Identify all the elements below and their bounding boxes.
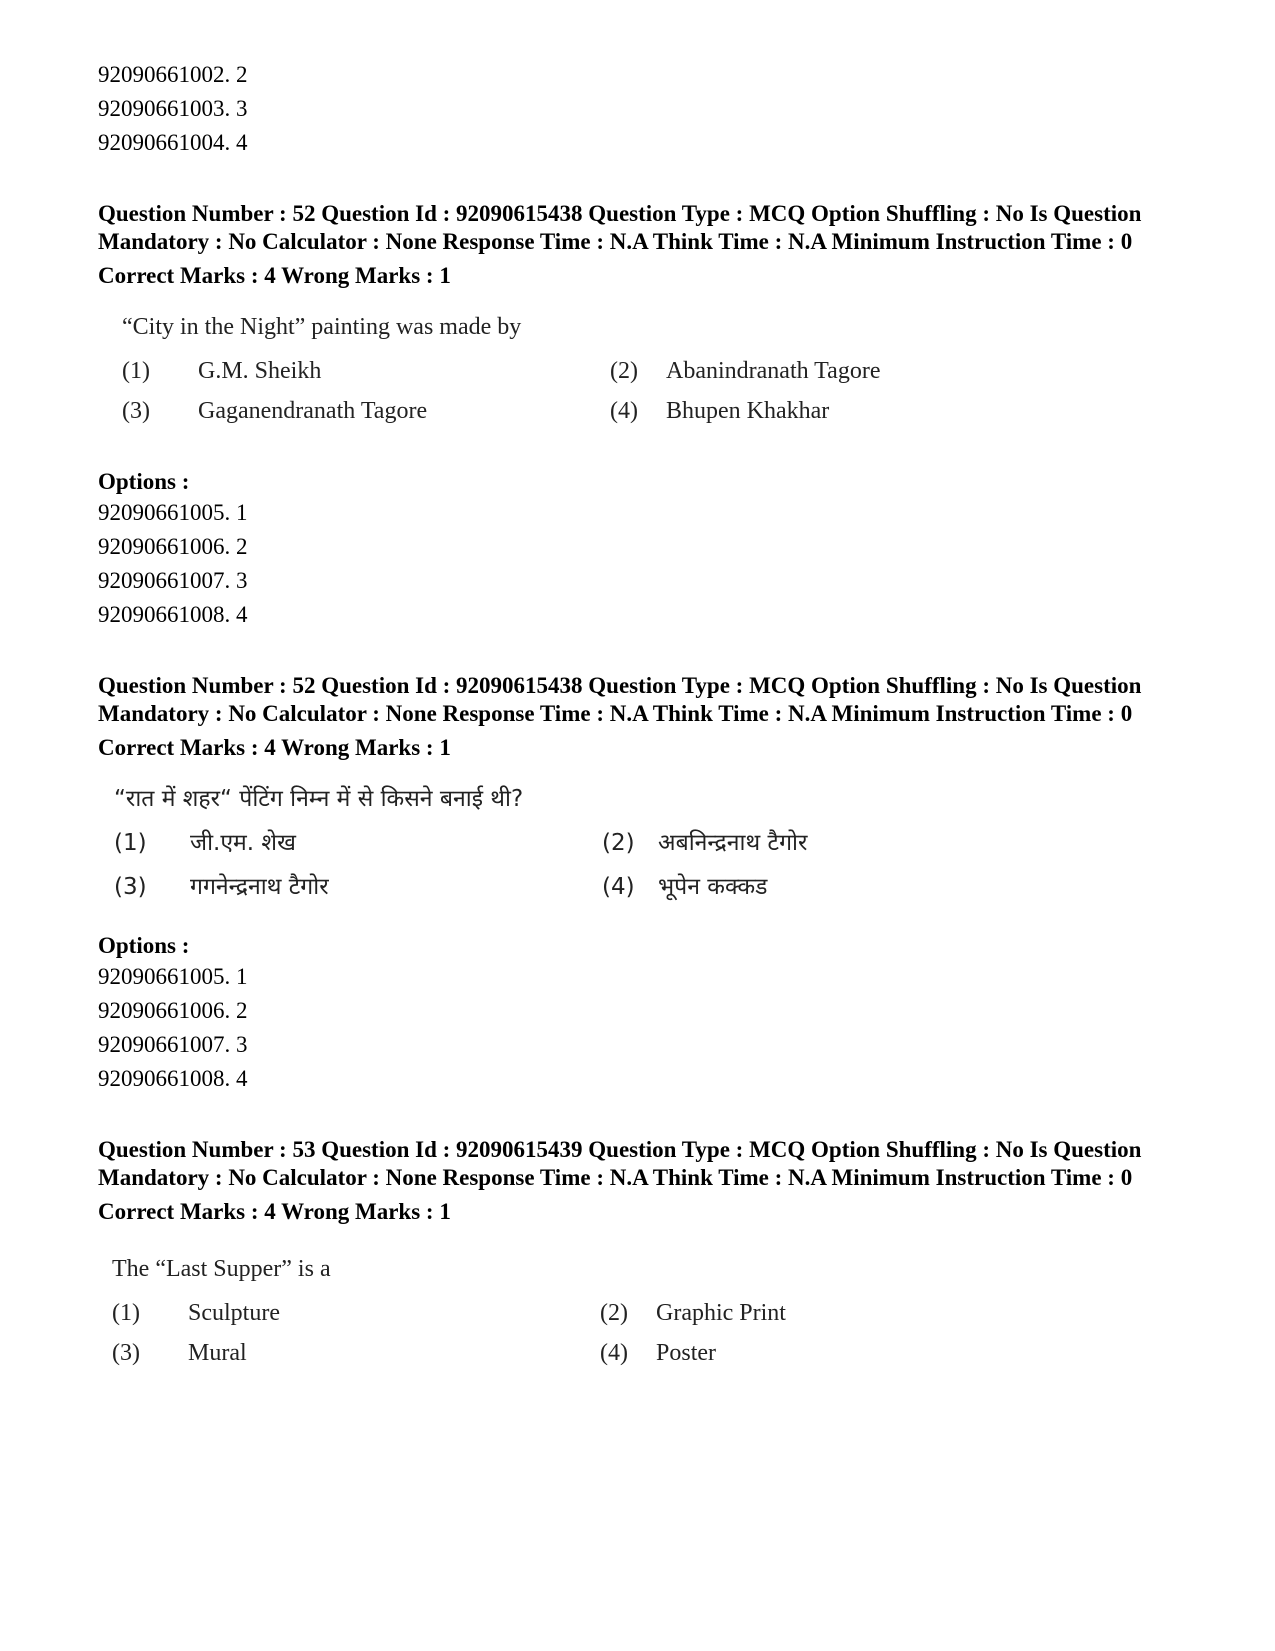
option-line: 92090661004. 4: [98, 130, 248, 155]
choice-grid: [122, 356, 1178, 426]
choice-text: Graphic Print: [656, 1300, 786, 1326]
question-stem: “रात में शहर“ पेंटिंग निम्न में से किसने बनाई थी?: [114, 786, 524, 812]
question-meta: Question Number : 52 Question Id : 92090615438 Question Type : MCQ Option Shuffling : No Is Question Mandatory : No Calculator : None Response Time : N.A Think Time : N.A Minimum Instruction Time : 0: [98, 673, 1142, 726]
choice-text: गगनेन्द्रनाथ टैगोर: [190, 874, 329, 900]
question-marks: Correct Marks : 4 Wrong Marks : 1: [98, 263, 451, 288]
question-meta: Question Number : 52 Question Id : 92090615438 Question Type : MCQ Option Shuffling : No Is Question Mandatory : No Calculator : None Response Time : N.A Think Time : N.A Minimum Instruction Time : 0: [98, 201, 1142, 254]
choice-text: Sculpture: [188, 1300, 280, 1326]
options-title: Options :: [98, 933, 190, 958]
choice-number: (3): [122, 398, 150, 424]
option-line: 92090661008. 4: [98, 602, 248, 627]
choice-text: Gaganendranath Tagore: [198, 398, 428, 424]
option-line: 92090661006. 2: [98, 534, 248, 559]
choice-number: (3): [112, 1340, 140, 1366]
question-block-52-hi: [98, 672, 1178, 1096]
question-block-52-en: [98, 200, 1178, 632]
option-line: 92090661007. 3: [98, 568, 248, 593]
question-stem: “City in the Night” painting was made by: [122, 314, 522, 340]
question-block-53-en: [98, 1136, 1178, 1368]
choice-number: (2): [610, 358, 638, 384]
option-line: 92090661005. 1: [98, 500, 248, 525]
question-meta: Question Number : 53 Question Id : 92090615439 Question Type : MCQ Option Shuffling : No Is Question Mandatory : No Calculator : None Response Time : N.A Think Time : N.A Minimum Instruction Time : 0: [98, 1137, 1142, 1190]
choice-text: G.M. Sheikh: [198, 358, 322, 384]
choice-number: (1): [112, 1300, 140, 1326]
choice-text: भूपेन कक्कड: [658, 874, 768, 900]
question-stem: The “Last Supper” is a: [112, 1256, 331, 1282]
choice-number: (3): [114, 874, 147, 900]
choice-text: अबनिन्द्रनाथ टैगोर: [658, 830, 808, 856]
choice-number: (1): [122, 358, 150, 384]
choice-number: (2): [602, 830, 635, 856]
choice-number: (4): [610, 398, 638, 424]
option-line: 92090661007. 3: [98, 1032, 248, 1057]
choice-text: Bhupen Khakhar: [666, 398, 830, 424]
choice-grid: [114, 828, 1178, 902]
choice-number: (4): [602, 874, 635, 900]
choice-number: (2): [600, 1300, 628, 1326]
choice-number: (1): [114, 830, 147, 856]
choice-text: Abanindranath Tagore: [666, 358, 881, 384]
choice-text: Mural: [188, 1340, 247, 1366]
option-line: 92090661002. 2: [98, 62, 248, 87]
option-line: 92090661008. 4: [98, 1066, 248, 1091]
choice-text: जी.एम. शेख: [190, 830, 296, 856]
question-marks: Correct Marks : 4 Wrong Marks : 1: [98, 735, 451, 760]
options-title: Options :: [98, 469, 190, 494]
option-line: 92090661005. 1: [98, 964, 248, 989]
document-page: [98, 58, 1178, 1368]
option-line: 92090661006. 2: [98, 998, 248, 1023]
choice-grid: [112, 1298, 1178, 1368]
option-line: 92090661003. 3: [98, 96, 248, 121]
question-marks: Correct Marks : 4 Wrong Marks : 1: [98, 1199, 451, 1224]
choice-text: Poster: [656, 1340, 716, 1366]
top-options-list: [98, 58, 1178, 160]
choice-number: (4): [600, 1340, 628, 1366]
